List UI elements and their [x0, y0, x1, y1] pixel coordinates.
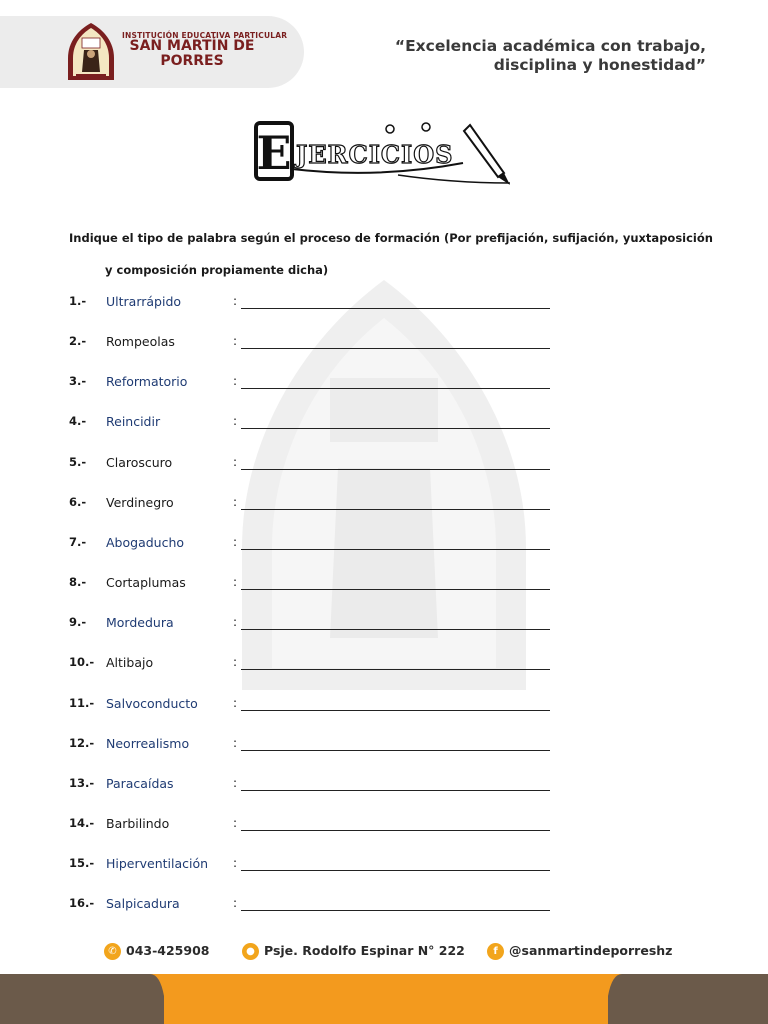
answer-line[interactable] — [241, 669, 550, 670]
exercise-number: 2.- — [69, 334, 87, 348]
exercise-row — [69, 776, 569, 796]
answer-line[interactable] — [241, 830, 550, 831]
answer-line[interactable] — [241, 589, 550, 590]
exercise-word: Reformatorio — [106, 374, 188, 389]
exercise-word: Rompeolas — [106, 334, 175, 349]
location-pin-icon: ● — [242, 943, 259, 960]
institution-name: SAN MARTÍN DE PORRES — [129, 38, 255, 69]
exercise-number: 4.- — [69, 414, 87, 428]
exercise-row — [69, 374, 569, 394]
exercise-word: Barbilindo — [106, 816, 170, 831]
answer-colon: : — [233, 414, 238, 428]
exercise-number: 8.- — [69, 575, 87, 589]
answer-line[interactable] — [241, 870, 550, 871]
answer-colon: : — [233, 655, 238, 669]
answer-colon: : — [233, 495, 238, 509]
exercise-row — [69, 535, 569, 555]
exercise-row — [69, 294, 569, 314]
exercise-row — [69, 615, 569, 635]
answer-colon: : — [233, 294, 238, 308]
phone-number: 043-425908 — [126, 943, 210, 958]
exercise-number: 15.- — [69, 856, 95, 870]
svg-text:E: E — [256, 126, 292, 180]
answer-colon: : — [233, 455, 238, 469]
answer-colon: : — [233, 334, 238, 348]
phone-icon: ✆ — [104, 943, 121, 960]
instruction-text — [69, 222, 729, 286]
answer-colon: : — [233, 615, 238, 629]
footer-phone — [104, 943, 209, 960]
answer-line[interactable] — [241, 428, 550, 429]
social-handle: @sanmartindeporreshz — [509, 943, 673, 958]
exercise-number: 7.- — [69, 535, 87, 549]
answer-line[interactable] — [241, 469, 550, 470]
exercise-word: Salpicadura — [106, 896, 180, 911]
answer-line[interactable] — [241, 348, 550, 349]
institution-type: INSTITUCIÓN EDUCATIVA PARTICULAR — [122, 31, 288, 40]
exercise-row — [69, 455, 569, 475]
exercise-number: 6.- — [69, 495, 87, 509]
exercise-number: 14.- — [69, 816, 95, 830]
exercise-number: 13.- — [69, 776, 95, 790]
school-crest-icon — [66, 22, 116, 84]
exercise-row — [69, 495, 569, 515]
exercise-word: Claroscuro — [106, 455, 173, 470]
answer-colon: : — [233, 776, 238, 790]
svg-text:JERCICIOS: JERCICIOS — [296, 140, 454, 169]
answer-line[interactable] — [241, 790, 550, 791]
footer-address — [242, 943, 465, 960]
exercise-number: 1.- — [69, 294, 87, 308]
answer-colon: : — [233, 696, 238, 710]
answer-colon: : — [233, 575, 238, 589]
answer-line[interactable] — [241, 308, 550, 309]
exercises-title-art — [248, 117, 518, 192]
school-motto — [395, 37, 706, 75]
exercise-word: Paracaídas — [106, 776, 174, 791]
exercise-row — [69, 696, 569, 716]
exercise-number: 11.- — [69, 696, 95, 710]
facebook-icon: f — [487, 943, 504, 960]
answer-colon: : — [233, 856, 238, 870]
exercise-row — [69, 856, 569, 876]
exercise-word: Cortaplumas — [106, 575, 186, 590]
answer-colon: : — [233, 736, 238, 750]
exercise-word: Verdinegro — [106, 495, 174, 510]
exercise-number: 3.- — [69, 374, 87, 388]
footer-social — [487, 943, 672, 960]
exercise-number: 5.- — [69, 455, 87, 469]
exercise-word: Hiperventilación — [106, 856, 209, 871]
exercise-word: Neorrealismo — [106, 736, 190, 751]
exercise-word: Mordedura — [106, 615, 174, 630]
exercise-row — [69, 414, 569, 434]
exercise-row — [69, 655, 569, 675]
answer-colon: : — [233, 896, 238, 910]
exercise-number: 12.- — [69, 736, 95, 750]
answer-line[interactable] — [241, 509, 550, 510]
answer-line[interactable] — [241, 388, 550, 389]
answer-line[interactable] — [241, 750, 550, 751]
answer-line[interactable] — [241, 629, 550, 630]
instruction-line-2: y composición propiamente dicha) — [105, 263, 329, 277]
answer-colon: : — [233, 535, 238, 549]
exercise-row — [69, 334, 569, 354]
instruction-line-1: Indique el tipo de palabra según el proceso de formación (Por prefijación, sufijación, yuxtaposición — [69, 231, 713, 245]
exercise-word: Altibajo — [106, 655, 154, 670]
answer-colon: : — [233, 816, 238, 830]
footer-bar — [0, 974, 768, 1024]
answer-colon: : — [233, 374, 238, 388]
exercise-word: Ultrarrápido — [106, 294, 182, 309]
answer-line[interactable] — [241, 549, 550, 550]
exercise-row — [69, 575, 569, 595]
address-text: Psje. Rodolfo Espinar N° 222 — [264, 943, 465, 958]
answer-line[interactable] — [241, 710, 550, 711]
exercise-row — [69, 736, 569, 756]
motto-line-2: disciplina y honestidad” — [493, 56, 706, 74]
motto-line-1: “Excelencia académica con trabajo, — [394, 37, 706, 55]
exercise-word: Abogaducho — [106, 535, 185, 550]
answer-line[interactable] — [241, 910, 550, 911]
exercise-word: Salvoconducto — [106, 696, 198, 711]
exercise-word: Reincidir — [106, 414, 161, 429]
exercise-number: 10.- — [69, 655, 95, 669]
exercise-number: 16.- — [69, 896, 95, 910]
exercise-row — [69, 896, 569, 916]
exercise-row — [69, 816, 569, 836]
exercise-number: 9.- — [69, 615, 87, 629]
